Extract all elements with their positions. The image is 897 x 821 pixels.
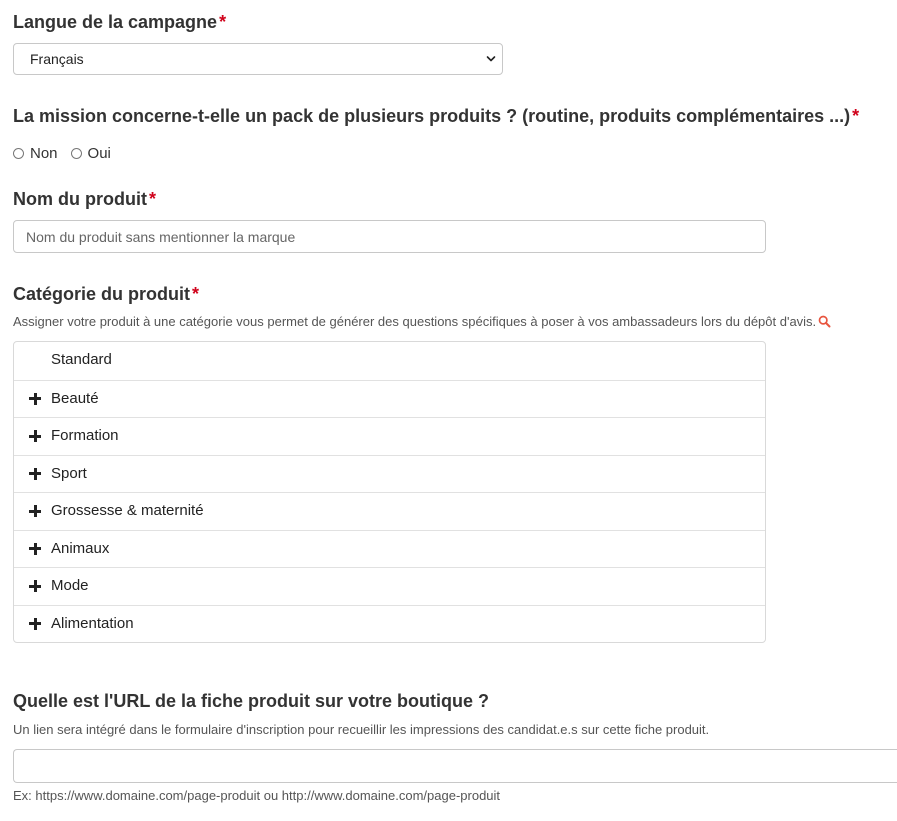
category-item-label: Animaux xyxy=(51,539,110,557)
plus-icon[interactable] xyxy=(29,618,41,630)
category-item-animaux[interactable] xyxy=(14,530,765,568)
category-label-text: Catégorie du produit xyxy=(13,284,190,304)
category-item-label: Grossesse & maternité xyxy=(51,502,204,519)
category-label xyxy=(13,283,199,305)
category-item-label: Sport xyxy=(51,464,87,482)
pack-label xyxy=(13,105,859,127)
required-mark: * xyxy=(148,189,156,209)
product-name-input[interactable] xyxy=(13,220,766,253)
category-item-label: Formation xyxy=(51,427,119,444)
required-mark: * xyxy=(852,106,860,126)
category-list xyxy=(13,341,766,643)
product-name-label xyxy=(13,188,156,210)
category-item-label: Standard xyxy=(51,351,112,368)
category-item-label: Beauté xyxy=(51,389,99,407)
product-url-input[interactable] xyxy=(13,749,897,783)
plus-icon[interactable] xyxy=(29,580,41,592)
pack-radio-non[interactable] xyxy=(13,148,24,159)
category-item-grossesse-maternite[interactable] xyxy=(14,492,765,530)
category-item-label: Mode xyxy=(51,577,89,594)
category-item-formation[interactable] xyxy=(14,417,765,455)
plus-icon[interactable] xyxy=(29,543,41,555)
search-icon[interactable] xyxy=(818,315,831,328)
category-item-sport[interactable] xyxy=(14,455,765,493)
pack-radio-oui-label[interactable]: Oui xyxy=(87,144,111,162)
url-label: Quelle est l'URL de la fiche produit sur votre boutique ? xyxy=(13,691,490,711)
plus-icon[interactable] xyxy=(29,468,41,480)
category-item-beaute[interactable] xyxy=(14,380,765,418)
language-select-value: Français xyxy=(30,51,84,67)
chevron-down-icon xyxy=(486,44,496,74)
required-mark: * xyxy=(219,12,227,32)
language-label xyxy=(13,11,226,33)
required-mark: * xyxy=(192,284,200,304)
category-item-label: Alimentation xyxy=(51,614,134,632)
language-label-text: Langue de la campagne xyxy=(13,12,218,32)
plus-icon[interactable] xyxy=(29,430,41,442)
pack-label-text: La mission concerne-t-elle un pack de plusieurs produits ? (routine, produits complémentaires ...) xyxy=(13,106,851,126)
pack-radio-oui[interactable] xyxy=(71,148,82,159)
category-item-standard[interactable] xyxy=(14,342,765,380)
url-help: Un lien sera intégré dans le formulaire d'inscription pour recueillir les impressions des candidat.e.s sur cette fiche produit. xyxy=(13,722,710,737)
category-item-alimentation[interactable] xyxy=(14,605,765,643)
url-example: Ex: https://www.domaine.com/page-produit ou http://www.domaine.com/page-produit xyxy=(13,788,501,803)
plus-icon[interactable] xyxy=(29,393,41,405)
category-help-text: Assigner votre produit à une catégorie vous permet de générer des questions spécifiques à poser à vos ambassadeurs lors du dépôt d'avis. xyxy=(13,314,817,329)
category-help xyxy=(13,314,831,330)
plus-icon[interactable] xyxy=(29,505,41,517)
product-name-label-text: Nom du produit xyxy=(13,189,147,209)
language-select[interactable] xyxy=(13,43,503,75)
pack-radio-group xyxy=(13,143,124,163)
category-item-mode[interactable] xyxy=(14,567,765,605)
pack-radio-non-label[interactable]: Non xyxy=(30,144,58,162)
